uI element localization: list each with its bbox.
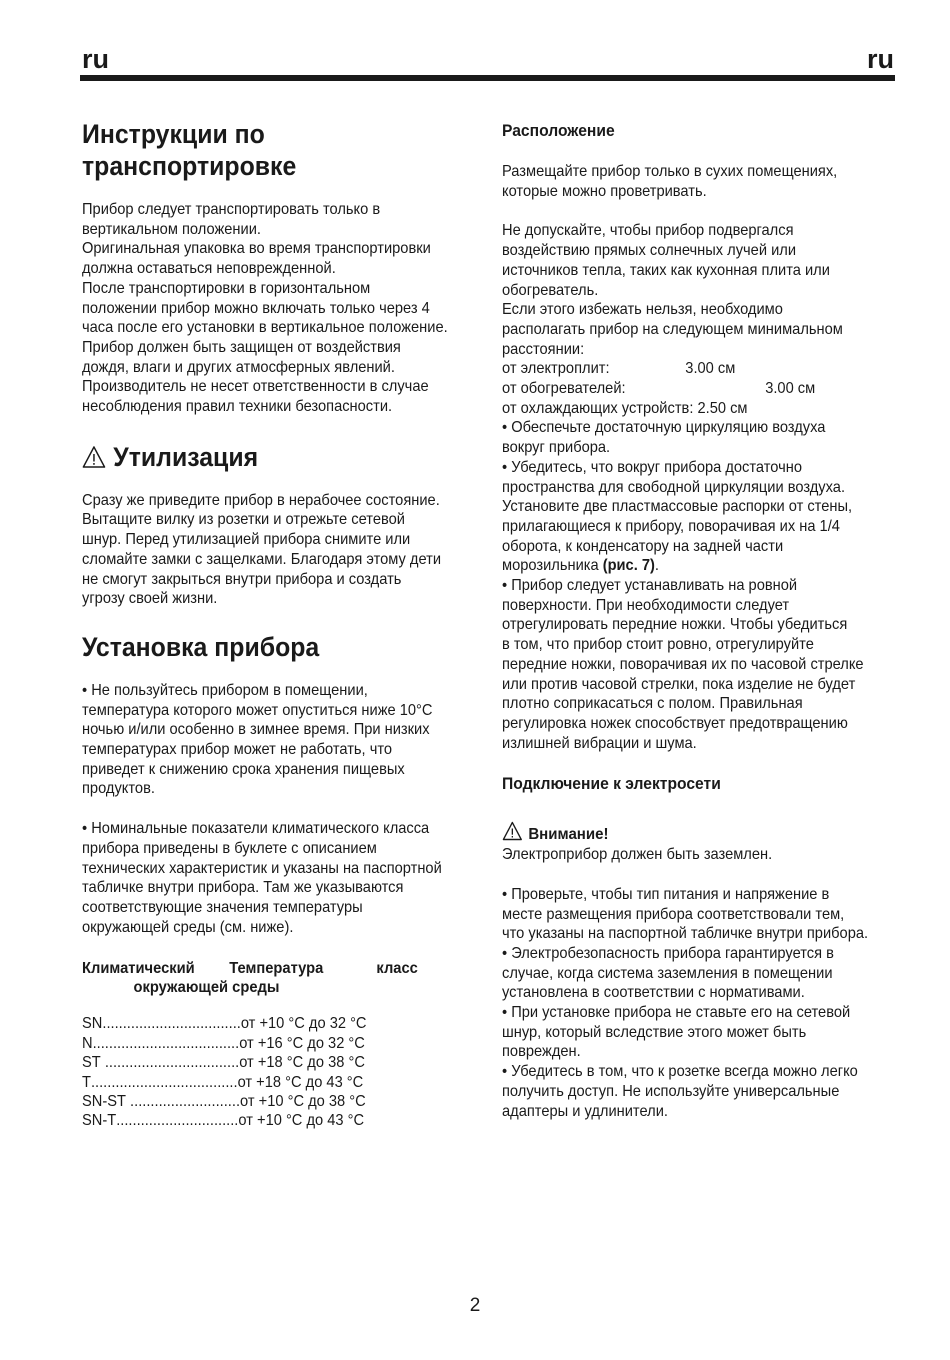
text-line: • Номинальные показатели климатического класса [82, 820, 430, 838]
transport-title-line1: Инструкции по [82, 119, 265, 149]
text-line: окружающей среды (см. ниже). [82, 918, 294, 936]
text-line: случае, когда система заземления в помещении [502, 964, 833, 982]
install-title: Установка прибора [82, 631, 320, 662]
text-line: отрегулировать передние ножки. Чтобы убедиться [502, 616, 848, 634]
climate-header-ambient: окружающей среды [133, 979, 280, 997]
climate-range: от +10 °С до 38 °С [240, 1093, 366, 1111]
text-line: Сразу же приведите прибор в нерабочее состояние. [82, 491, 440, 509]
text-line: соответствующие значения температуры [82, 898, 363, 916]
leader-dots: .............................. [116, 1112, 239, 1130]
text-line: пространства для свободной циркуляции воздуха. [502, 478, 846, 496]
text-line: • Обеспечьте достаточную циркуляцию воздуха [502, 419, 826, 437]
disposal-text [82, 491, 481, 609]
distance-row [502, 399, 899, 419]
distance-label: от охлаждающих устройств: [502, 399, 694, 417]
text-line: технических характеристик и указаны на паспортной [82, 859, 442, 877]
text-line: • Не пользуйтесь прибором в помещении, [82, 681, 368, 699]
freezer-text: морозильника [502, 557, 603, 575]
text-line: оборота, к конденсатору на задней части [502, 537, 784, 555]
location-title: Расположение [502, 121, 615, 140]
text-line: месте размещения прибора соответствовали тем, [502, 905, 845, 923]
climate-header-temp: Температура [229, 960, 324, 978]
electric-text [502, 885, 899, 1121]
distance-row [502, 359, 899, 379]
text-line: передние ножки, поворачивая их по часовой стрелке [502, 655, 864, 673]
text-line: Если этого избежать нельзя, необходимо [502, 301, 783, 319]
header-rule [80, 75, 895, 81]
install-text-2 [82, 819, 481, 937]
text-line: прилагающиеся к прибору, поворачивая их на 1/4 [502, 517, 840, 535]
distance-value: 3.00 см [765, 380, 816, 398]
text-line: что указаны на паспортной табличке внутри прибора. [502, 925, 869, 943]
text-line: поверхности. При необходимости следует [502, 596, 790, 614]
text-line: Оригинальная упаковка во время транспортировки [82, 240, 431, 258]
text-line: После транспортировки в горизонтальном [82, 279, 371, 297]
climate-row [82, 1053, 481, 1072]
text-line: Прибор следует транспортировать только в [82, 201, 381, 218]
right-column [502, 110, 900, 1121]
text-line: несоблюдения правил техники безопасности. [82, 398, 393, 416]
text-line: прибора приведены в буклете с описанием [82, 839, 377, 857]
leader-dots: .................................... [90, 1073, 238, 1091]
text-line: Прибор должен быть защищен от воздействия [82, 338, 401, 356]
text-line: Вытащите вилку из розетки и отрежьте сетевой [82, 511, 405, 529]
text-line: приведет к снижению срока хранения пищевых [82, 760, 405, 778]
climate-range: от +10 °С до 32 °С [240, 1015, 367, 1033]
location-text-1 [502, 162, 899, 201]
climate-table [82, 959, 482, 1130]
text-line: • Прибор следует устанавливать на ровной [502, 577, 798, 595]
text-line: или против часовой стрелки, пока изделие не будет [502, 675, 856, 693]
distance-value: 3.00 см [685, 360, 736, 378]
leader-dots: ................................. [104, 1054, 240, 1072]
text-line: Не допускайте, чтобы прибор подвергался [502, 222, 794, 240]
text-line: не смогут закрыться внутри прибора и создать [82, 570, 402, 588]
disposal-title [82, 441, 479, 473]
warning-triangle-icon [82, 445, 106, 469]
distance-value: 2.50 см [697, 399, 748, 417]
text-line: • Убедитесь, что вокруг прибора достаточно [502, 458, 803, 476]
page-number: 2 [469, 1295, 481, 1316]
freezer-end: . [654, 557, 659, 575]
warning-label: Внимание! [528, 826, 609, 844]
text-line: адаптеры и удлинители. [502, 1102, 668, 1120]
text-line: излишней вибрации и шума. [502, 734, 697, 752]
distance-label: от обогревателей: [502, 380, 626, 398]
transport-title-line2: транспортировке [82, 151, 297, 181]
climate-class: SN-T [82, 1112, 117, 1130]
text-line: • Электробезопасность прибора гарантируется в [502, 944, 834, 962]
text-line: положении прибор можно включать только через 4 [82, 299, 430, 317]
text-line: установлена в соответствии с нормативами. [502, 984, 805, 1002]
text-line: вертикальном положении. [82, 220, 261, 238]
climate-row [82, 1092, 481, 1111]
climate-header-class-2: класс [376, 960, 418, 978]
climate-row [82, 1014, 481, 1033]
climate-class: SN-ST [82, 1093, 126, 1111]
climate-row [82, 1073, 481, 1092]
text-line: часа после его установки в вертикальное положение. [82, 319, 448, 337]
text-line: плотно соприкасаться с полом. Правильная [502, 695, 803, 713]
distance-row [502, 379, 899, 399]
climate-range: от +18 °С до 43 °С [237, 1073, 364, 1091]
climate-class: T [82, 1073, 91, 1091]
leader-dots: ........................... [130, 1093, 241, 1111]
text-line: продуктов. [82, 780, 155, 798]
left-column [82, 110, 482, 1131]
text-line: обогреватель. [502, 281, 599, 299]
warning-heading [502, 821, 899, 845]
text-line [502, 556, 899, 576]
text-line: Установите две пластмассовые распорки от стены, [502, 498, 853, 516]
climate-table-header-2 [82, 978, 479, 997]
disposal-title-text: Утилизация [113, 441, 259, 472]
text-line: расстоянии: [502, 340, 585, 358]
text-line: • Убедитесь в том, что к розетке всегда можно легко [502, 1063, 858, 1081]
warning-text: Электроприбор должен быть заземлен. [502, 846, 773, 864]
header-language-right: ru [867, 44, 894, 74]
climate-class: N [82, 1034, 93, 1052]
climate-range: от +10 °С до 43 °С [238, 1112, 365, 1130]
text-line: • Проверьте, чтобы тип питания и напряжение в [502, 885, 830, 903]
warning-triangle-icon [502, 821, 523, 841]
electric-warning [502, 821, 899, 864]
text-line: Размещайте прибор только в сухих помещениях, [502, 163, 838, 180]
header-language-left: ru [82, 44, 109, 74]
climate-class: ST [82, 1054, 101, 1072]
text-line: • При установке прибора не ставьте его на сетевой [502, 1004, 851, 1022]
text-line: получить доступ. Не используйте универсальные [502, 1082, 840, 1100]
transport-text [82, 200, 481, 417]
leader-dots: .................................... [92, 1034, 240, 1052]
text-line: Производитель не несет ответственности в случае [82, 378, 429, 396]
text-line: шнур. Перед утилизацией прибора снимите или [82, 531, 411, 549]
figure-reference: (рис. 7) [602, 557, 655, 575]
climate-header-class: Климатический [82, 960, 195, 978]
text-line: поврежден. [502, 1043, 581, 1061]
text-line: дождя, влаги и других атмосферных явлений. [82, 358, 395, 376]
transport-title [82, 118, 479, 182]
text-line: шнур, который вследствие этого может быть [502, 1023, 807, 1041]
install-text-1 [82, 681, 481, 799]
text-line: должна оставаться неповрежденной. [82, 260, 336, 278]
climate-range: от +16 °С до 32 °С [239, 1034, 365, 1052]
climate-range: от +18 °С до 38 °С [239, 1054, 365, 1072]
text-line: температурах прибор может не работать, что [82, 741, 393, 759]
text-line: воздействию прямых солнечных лучей или [502, 242, 797, 260]
text-line: сломайте замки с защелками. Благодаря этому дети [82, 550, 442, 568]
text-line: ночью и/или особенно в зимнее время. При низких [82, 721, 430, 739]
text-line: угрозу своей жизни. [82, 590, 218, 608]
distance-label: от электроплит: [502, 360, 610, 378]
climate-class: SN [82, 1015, 103, 1033]
text-line: в том, что прибор стоит ровно, отрегулируйте [502, 636, 814, 654]
text-line: располагать прибор на следующем минимальном [502, 320, 843, 338]
location-text-2 [502, 221, 899, 753]
climate-row [82, 1034, 481, 1053]
text-line: температура которого может опуститься ниже 10°С [82, 701, 433, 719]
text-line: источников тепла, таких как кухонная плита или [502, 261, 830, 279]
text-line: регулировка ножек способствует предотвращению [502, 714, 848, 732]
electric-title: Подключение к электросети [502, 774, 721, 794]
climate-row [82, 1111, 481, 1130]
climate-table-header [82, 959, 479, 978]
leader-dots: .................................. [102, 1015, 241, 1033]
text-line: которые можно проветривать. [502, 182, 707, 200]
text-line: табличке внутри прибора. Там же указываются [82, 879, 404, 897]
text-line: вокруг прибора. [502, 439, 611, 457]
